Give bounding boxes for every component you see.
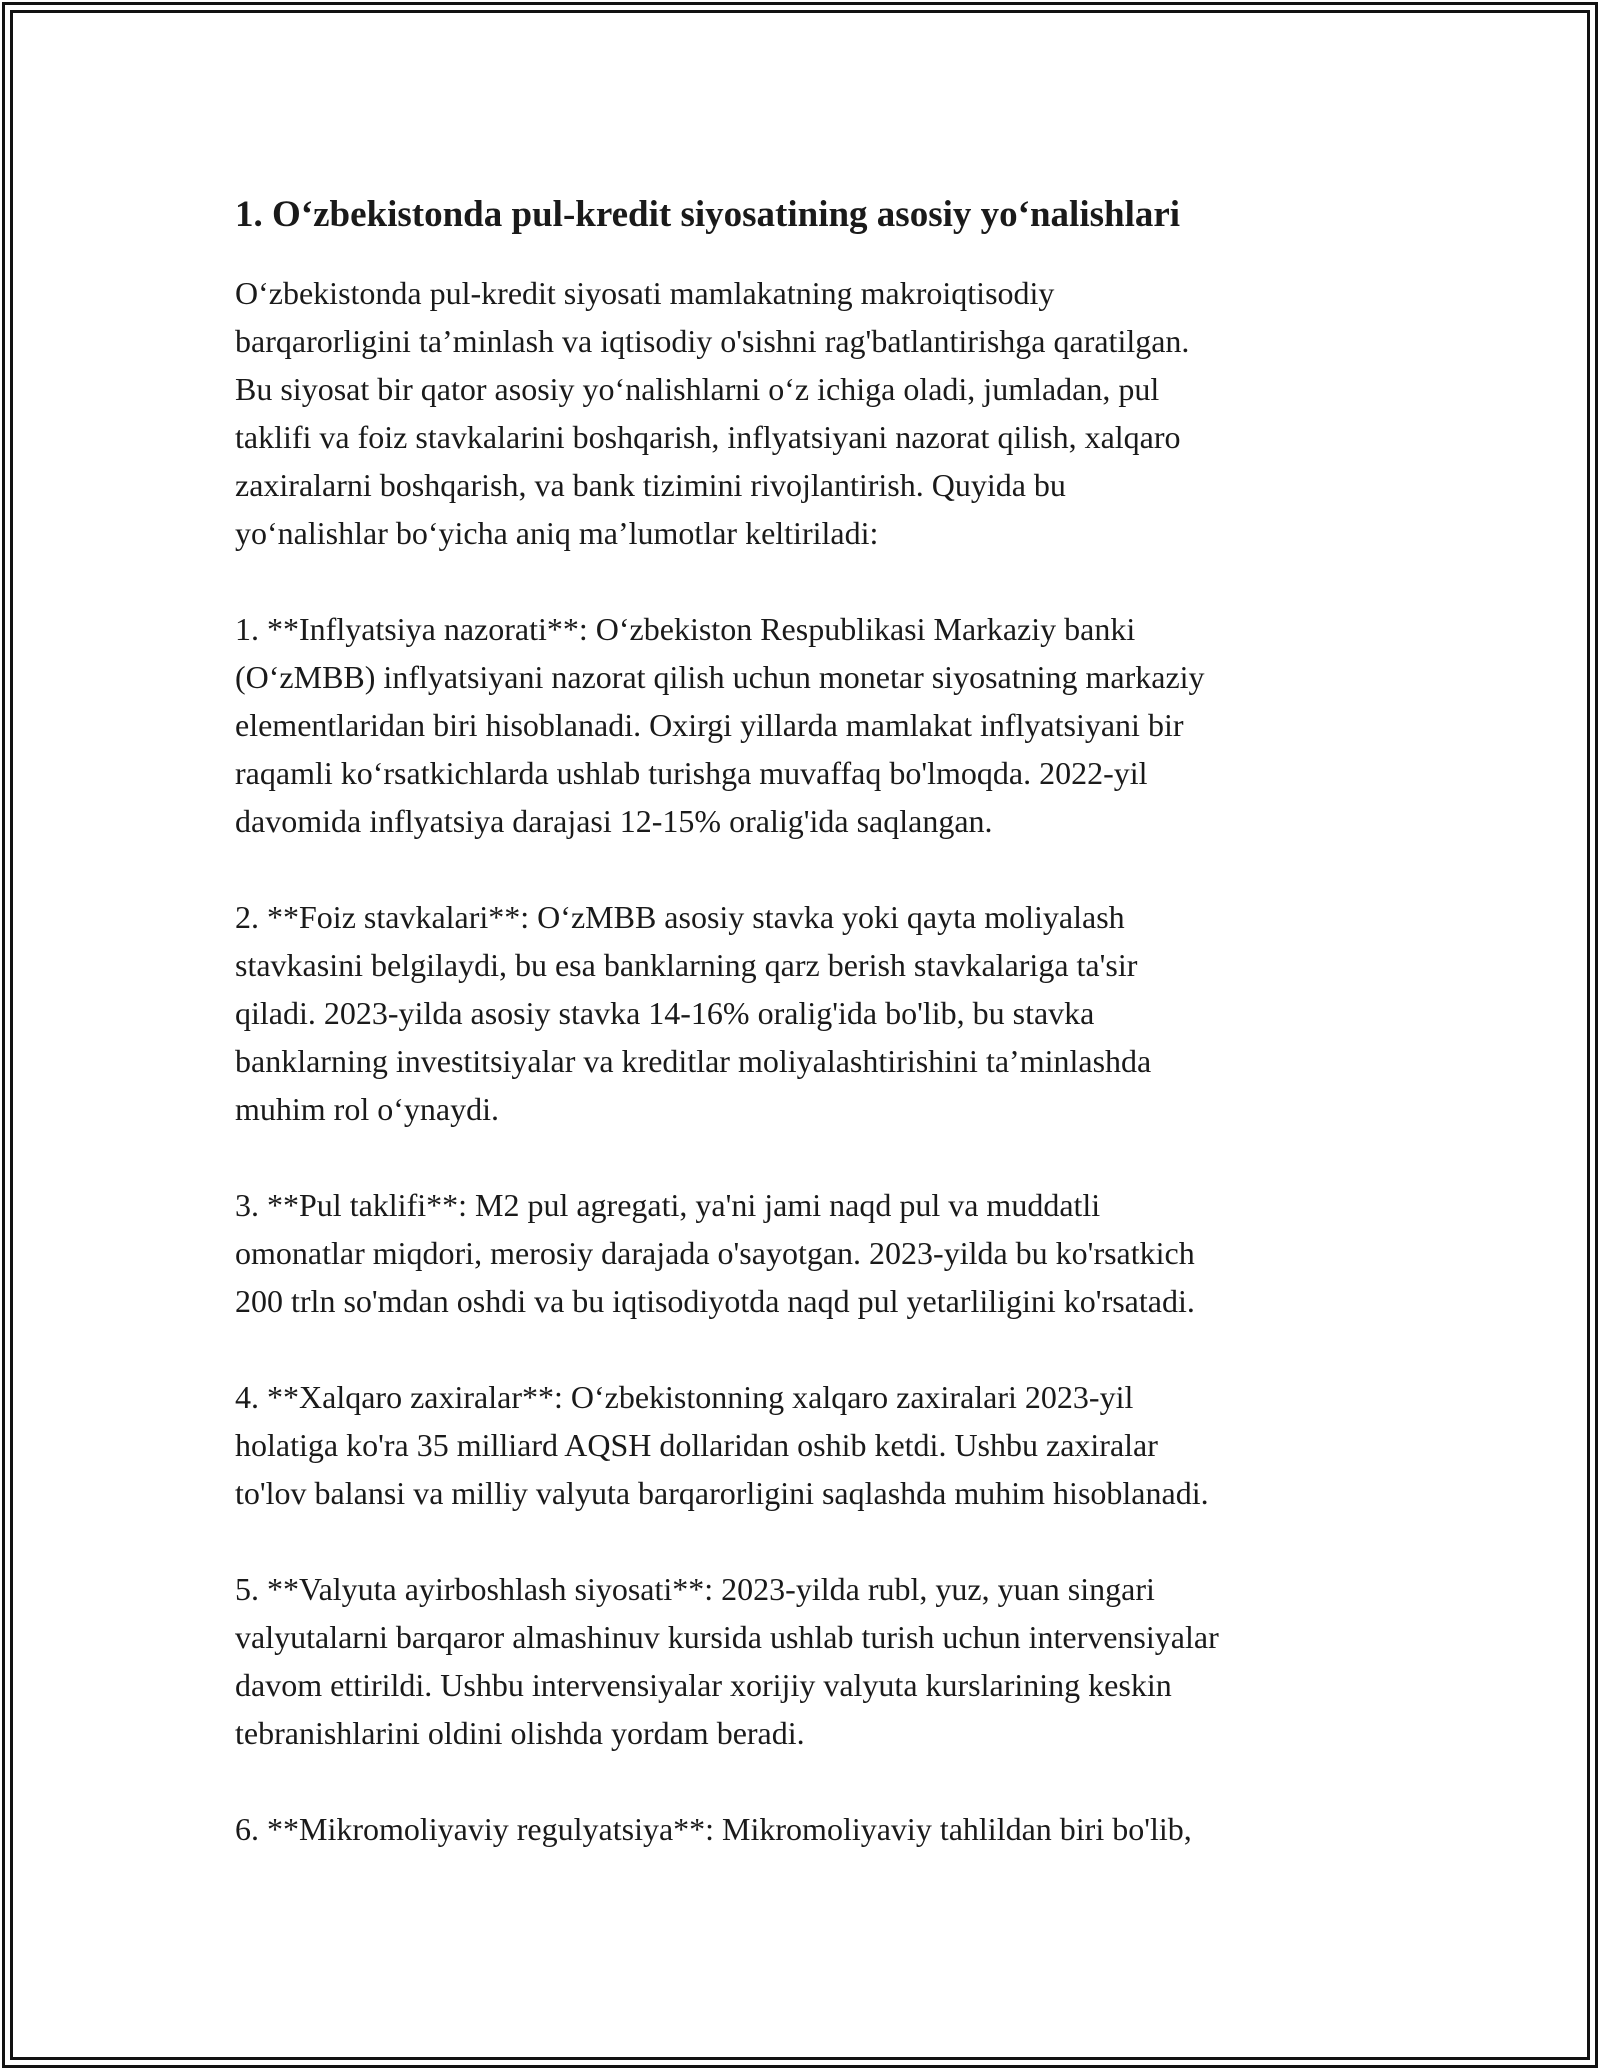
list-item-inflation-control: 1. **Inflyatsiya nazorati**: O‘zbekiston Respublikasi Markaziy banki (O‘zMBB) inflyatsiyani nazorat qilish uchun monetar siyosatning markaziy elementlaridan biri hisoblanadi. Oxirgi yillarda mamlakat inflyatsiyani bir raqamli ko‘rsatkichlarda ushlab turishga muvaffaq bo'lmoqda. 2022-yil davomida inflyatsiya darajasi 12-15% oralig'ida saqlangan. xyxy=(235,611,1205,839)
list-item-interest-rates: 2. **Foiz stavkalari**: O‘zMBB asosiy stavka yoki qayta moliyalash stavkasini belgilaydi, bu esa banklarning qarz berish stavkalariga ta'sir qiladi. 2023-yilda asosiy stavka 14-16% oralig'ida bo'lib, bu stavka banklarning investitsiyalar va kreditlar moliyalashtirishini ta’minlashda muhim rol o‘ynaydi. xyxy=(235,899,1152,1127)
list-item-microfinancial-regulation: 6. **Mikromoliyaviy regulyatsiya**: Mikromoliyaviy tahlildan biri bo'lib, xyxy=(235,1811,1192,1847)
intro-paragraph: O‘zbekistonda pul-kredit siyosati mamlakatning makroiqtisodiy barqarorligini ta’minlash va iqtisodiy o'sishni rag'batlantirishga qaratilgan. Bu siyosat bir qator asosiy yo‘nalishlarni o‘z ichiga oladi, jumladan, pul taklifi va foiz stavkalarini boshqarish, inflyatsiyani nazorat qilish, xalqaro zaxiralarni boshqarish, va bank tizimini rivojlantirish. Quyida bu yo‘nalishlar bo‘yicha aniq ma’lumotlar keltiriladi: xyxy=(235,275,1190,551)
page-title: 1. O‘zbekistonda pul-kredit siyosatining asosiy yo‘nalishlari xyxy=(235,194,1181,235)
document-body xyxy=(235,183,1385,1853)
list-item-exchange-policy: 5. **Valyuta ayirboshlash siyosati**: 2023-yilda rubl, yuz, yuan singari valyutalarni barqaror almashinuv kursida ushlab turish uchun intervensiyalar davom ettirildi. Ushbu intervensiyalar xorijiy valyuta kurslarining keskin tebranishlarini oldini olishda yordam beradi. xyxy=(235,1571,1219,1751)
list-item-international-reserves: 4. **Xalqaro zaxiralar**: O‘zbekistonning xalqaro zaxiralari 2023-yil holatiga ko'ra 35 milliard AQSH dollaridan oshib ketdi. Ushbu zaxiralar to'lov balansi va milliy valyuta barqarorligini saqlashda muhim hisoblanadi. xyxy=(235,1379,1209,1511)
list-item-money-supply: 3. **Pul taklifi**: M2 pul agregati, ya'ni jami naqd pul va muddatli omonatlar miqdori, merosiy darajada o'sayotgan. 2023-yilda bu ko'rsatkich 200 trln so'mdan oshdi va bu iqtisodiyotda naqd pul yetarliligini ko'rsatadi. xyxy=(235,1187,1195,1319)
